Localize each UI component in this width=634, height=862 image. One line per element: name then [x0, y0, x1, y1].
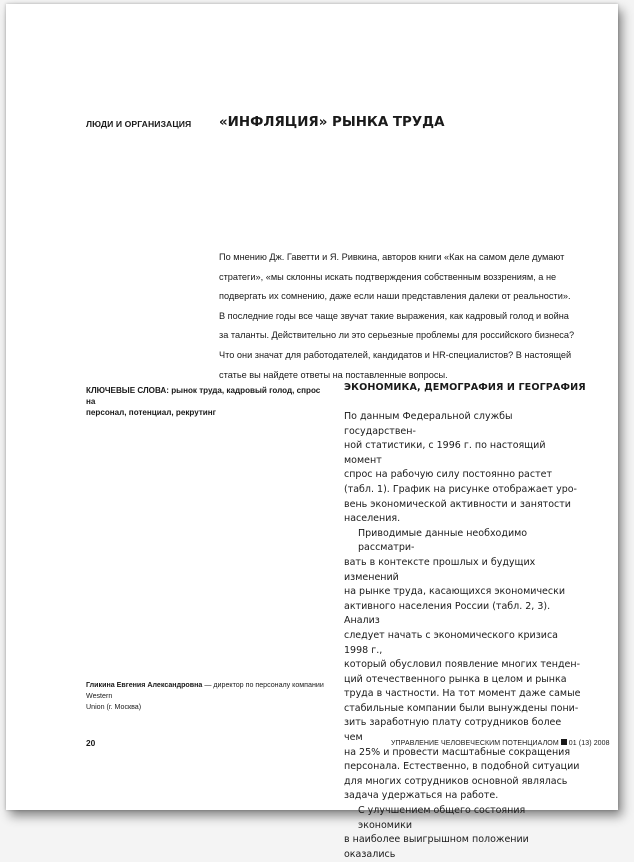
body-line: вень экономической активности и занятости — [344, 498, 571, 510]
body-line: персонала. Естественно, в подобной ситуации — [344, 761, 580, 773]
lead-line: В последние годы все чаще звучат такие выражения, как кадровый голод и война — [219, 310, 569, 321]
journal-issue: 01 (13) 2008 — [568, 740, 610, 747]
article-title: «ИНФЛЯЦИЯ» РЫНКА ТРУДА — [219, 115, 445, 130]
lead-line: статье вы найдете ответы на поставленные вопросы. — [219, 369, 448, 380]
body-line: в наиболее выигрышном положении оказались — [344, 834, 529, 860]
lead-line: По мнению Дж. Гаветти и Я. Ривкина, авторов книги «Как на самом деле думают — [219, 252, 565, 262]
section-heading: ЭКОНОМИКА, ДЕМОГРАФИЯ И ГЕОГРАФИЯ — [344, 382, 586, 393]
author-role: — директор по персоналу компании Western — [86, 681, 324, 700]
lead-paragraph — [219, 248, 594, 385]
body-line: Приводимые данные необходимо рассматри- — [358, 527, 528, 554]
lead-line: стратеги», «мы склонны искать подтверждения собственным воззрениям, а не — [219, 271, 557, 282]
body-line: спрос на рабочую силу постоянно растет — [344, 469, 553, 481]
body-line: задача удержаться на работе. — [344, 790, 499, 802]
author-line — [86, 680, 331, 702]
journal-name: УПРАВЛЕНИЕ ЧЕЛОВЕЧЕСКИМ ПОТЕНЦИАЛОМ — [391, 740, 559, 747]
paragraph — [344, 410, 581, 527]
section-label: ЛЮДИ И ОРГАНИЗАЦИЯ — [86, 119, 192, 129]
body-line: ной статистики, с 1996 г. по настоящий момент — [344, 440, 546, 466]
body-line: для многих сотрудников основной являлась — [344, 775, 568, 787]
author-note — [86, 680, 331, 713]
body-line: (табл. 1). График на рисунке отображает уро- — [344, 483, 577, 495]
author-line: Union (г. Москва) — [86, 703, 142, 711]
lead-line: подвергать их сомнению, даже если наши представления далеки от реальности». — [219, 291, 571, 302]
body-line: По данным Федеральной службы государствен- — [344, 411, 513, 437]
body-line: ций отечественного рынка в целом и рынка — [344, 673, 567, 685]
body-line: который обусловил появление многих тенден- — [344, 659, 581, 671]
body-line: следует начать с экономического кризиса 1998 г., — [344, 629, 558, 656]
body-line: стабильные компании были вынуждены пони- — [344, 702, 579, 714]
article-body — [344, 410, 581, 862]
body-line: С улучшением общего состояния экономики — [358, 805, 526, 831]
body-line: активного населения России (табл. 2, 3). Анализ — [344, 600, 551, 627]
page-number: 20 — [86, 738, 96, 748]
body-line: на рынке труда, касающихся экономически — [344, 586, 566, 598]
body-line: на 25% и провести масштабные сокращения — [344, 746, 571, 758]
body-line: вать в контексте прошлых и будущих изменений — [344, 556, 536, 583]
magazine-page — [6, 4, 618, 860]
journal-footer — [391, 739, 610, 747]
square-bullet-icon — [561, 739, 567, 745]
keywords-block — [86, 385, 326, 418]
lead-line: за таланты. Действительно ли это серьезные проблемы для российского бизнеса? — [219, 330, 575, 341]
lead-line: Что они значат для работодателей, кандидатов и HR-специалистов? В настоящей — [219, 349, 572, 360]
paragraph — [344, 804, 581, 862]
keywords-line: персонал, потенциал, рекрутинг — [86, 408, 217, 417]
body-line: населения. — [344, 513, 401, 525]
keywords-line: КЛЮЧЕВЫЕ СЛОВА: рынок труда, кадровый голод, спрос на — [86, 386, 321, 406]
body-line: труда в частности. На тот момент даже самые — [344, 688, 581, 700]
author-name: Гликина Евгения Александровна — [86, 681, 203, 689]
paragraph — [344, 527, 581, 804]
body-line: зить заработную плату сотрудников более чем — [344, 717, 562, 744]
